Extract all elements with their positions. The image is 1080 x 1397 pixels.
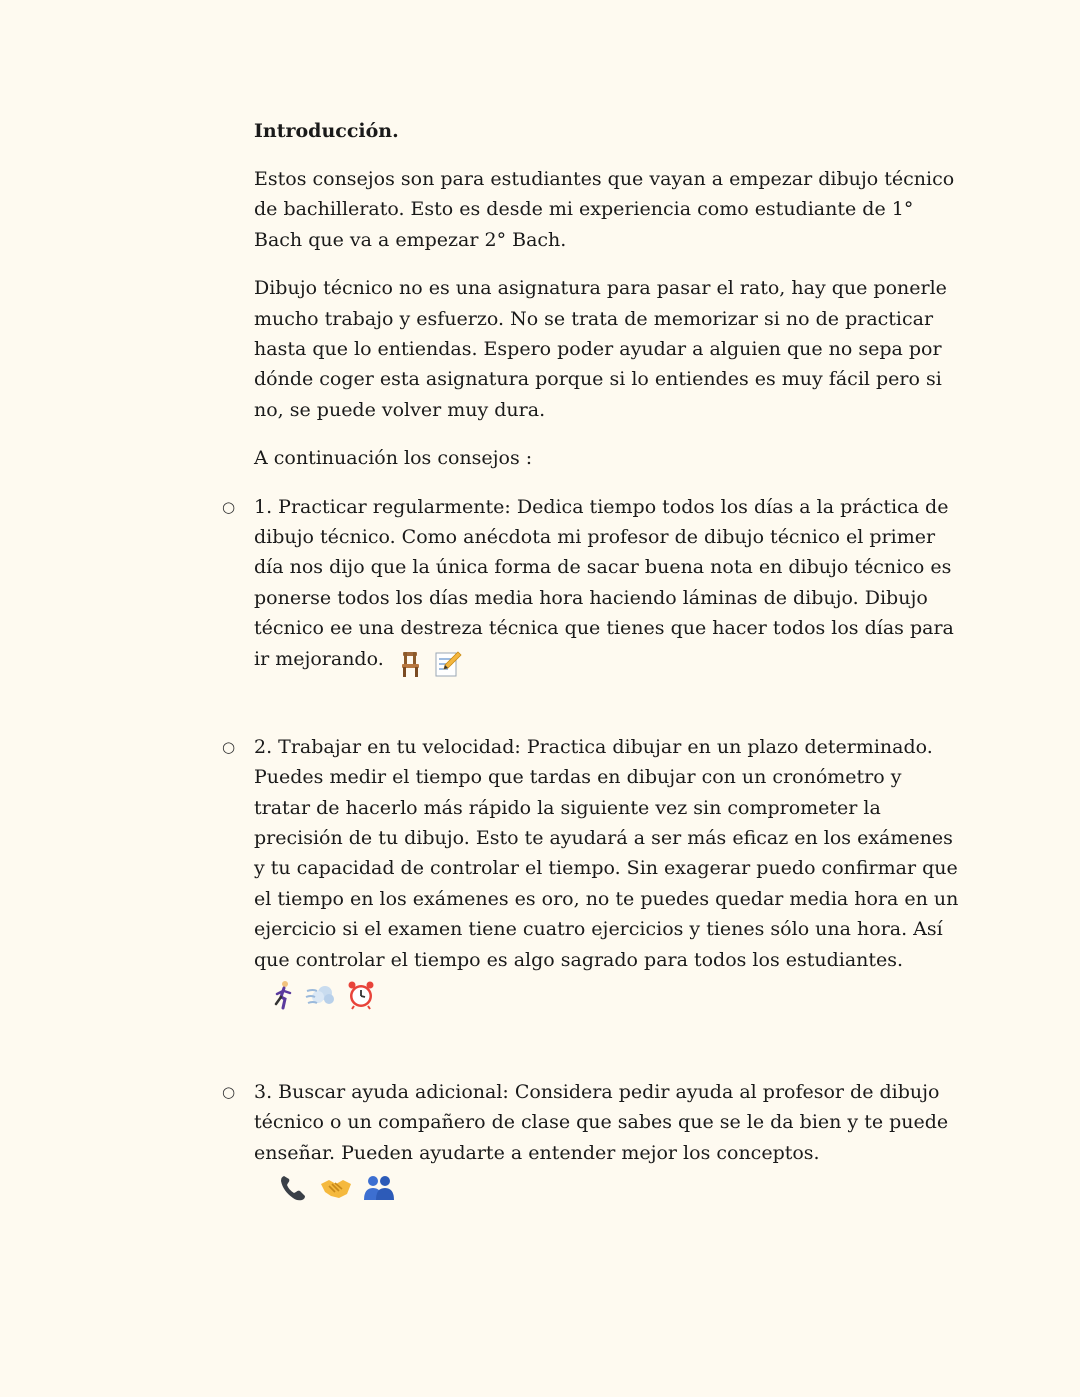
bullet-icon: ○ — [222, 737, 236, 756]
tip-text: 2. Trabajar en tu velocidad: Practica dibujar en un plazo determinado. Puedes medir el tiempo que tardas en dibujar con un cronómetro y tratar de hacerlo más rápido la siguiente vez sin comprometer la precisión de tu dibujo. Esto te ayudará a ser más eficaz en los exámenes y tu capacidad de controlar el tiempo. Sin exagerar puedo confirmar que el tiempo en los exámenes es oro, no te puedes quedar media hora en un ejercicio si el examen tiene cuatro ejercicios y tienes sólo una hora. Así que controlar el tiempo es algo sagrado para todos los estudiantes. — [254, 735, 959, 971]
tip-emojis — [398, 648, 466, 678]
tip-item-3 — [222, 1077, 960, 1202]
telephone-icon — [278, 1173, 310, 1203]
dash-icon — [305, 981, 337, 1009]
memo-icon — [433, 649, 463, 679]
tip-emojis — [278, 1172, 399, 1202]
tip-text: 3. Buscar ayuda adicional: Considera pedir ayuda al profesor de dibujo técnico o un compañero de clase que sabes que se le da bien y te puede enseñar. Pueden ayudarte a entender mejor los conceptos. — [254, 1080, 949, 1164]
handshake-icon — [319, 1174, 353, 1202]
bullet-icon: ○ — [222, 497, 236, 516]
section-heading: Introducción. — [254, 120, 399, 142]
tip-text: 1. Practicar regularmente: Dedica tiempo todos los días a la práctica de dibujo técnico. Como anécdota mi profesor de dibujo técnico el primer día nos dijo que la única forma de sacar buena nota en dibujo técnico es ponerse todos los días media hora haciendo láminas de dibujo. Dibujo técnico ee una destreza técnica que tienes que hacer todos los días para ir mejorando. — [254, 495, 954, 670]
intro-paragraph-3: A continuación los consejos : — [254, 447, 533, 470]
chair-icon — [398, 650, 424, 678]
document-page — [222, 116, 960, 1202]
intro-paragraph-2: Dibujo técnico no es una asignatura para pasar el rato, hay que ponerle mucho trabajo y esfuerzo. No se trata de memorizar si no de practicar hasta que lo entiendas. Espero poder ayudar a alguien que no sepa por dónde coger esta asignatura porque si lo entiendes es muy fácil pero si no, se puede volver muy dura. — [254, 277, 947, 421]
running-person-icon — [272, 980, 296, 1010]
tips-list — [222, 492, 960, 1203]
alarm-clock-icon — [346, 980, 376, 1010]
intro-paragraph-1: Estos consejos son para estudiantes que vayan a empezar dibujo técnico de bachillerato. Esto es desde mi experiencia como estudiante de 1° Bach que va a empezar 2° Bach. — [254, 168, 955, 251]
two-people-icon — [362, 1173, 396, 1203]
bullet-icon: ○ — [222, 1082, 236, 1101]
tip-emojis — [272, 979, 379, 1009]
tip-item-1 — [222, 492, 960, 678]
tip-item-2 — [222, 732, 960, 1009]
